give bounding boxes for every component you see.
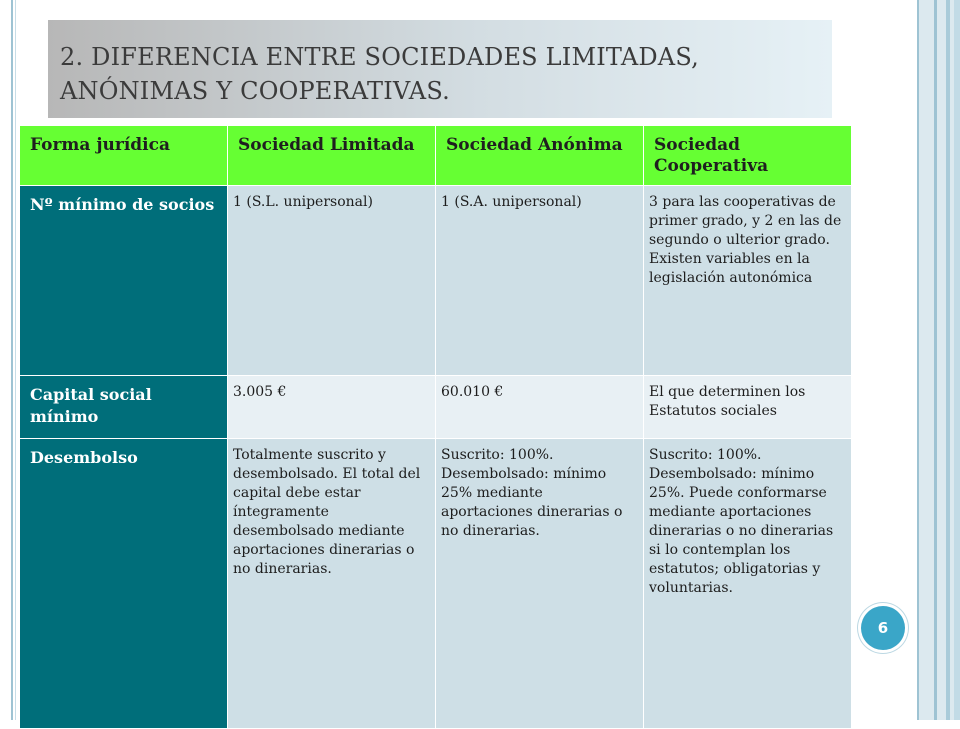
row-label-desembolso: Desembolso [20, 439, 228, 729]
row-label-capital-social: Capital social mínimo [20, 376, 228, 439]
frame-line-right-4 [954, 0, 960, 720]
header-forma-juridica: Forma jurídica [20, 126, 228, 186]
frame-line-right-3 [946, 0, 950, 720]
table-row [20, 439, 852, 729]
row-label-minimo-socios: Nº mínimo de socios [20, 186, 228, 376]
frame-line-right-1 [917, 0, 919, 720]
frame-line-left-inner [15, 0, 16, 720]
table-cell: Suscrito: 100%. Desembolsado: mínimo 25%. Puede conformarse mediante aportaciones dinerarias o no dinerarias si lo contemplan los estatutos; obligatorias y voluntarias. [644, 439, 852, 729]
frame-line-right-2 [934, 0, 937, 720]
comparison-table [19, 125, 852, 729]
header-sociedad-cooperativa: Sociedad Cooperativa [644, 126, 852, 186]
table-cell: Totalmente suscrito y desembolsado. El total del capital debe estar íntegramente desembolsado mediante aportaciones dinerarias o no dinerarias. [228, 439, 436, 729]
table-cell: 60.010 € [436, 376, 644, 439]
header-sociedad-limitada: Sociedad Limitada [228, 126, 436, 186]
table-cell: 1 (S.L. unipersonal) [228, 186, 436, 376]
table-cell: 3 para las cooperativas de primer grado, y 2 en las de segundo o ulterior grado. Existen variables en la legislación autonómica [644, 186, 852, 376]
table-row [20, 186, 852, 376]
slide-title: 2. DIFERENCIA ENTRE SOCIEDADES LIMITADAS, ANÓNIMAS Y COOPERATIVAS. [60, 43, 699, 105]
page-number-badge: 6 [861, 606, 905, 650]
table-cell: 3.005 € [228, 376, 436, 439]
table-cell: El que determinen los Estatutos sociales [644, 376, 852, 439]
frame-line-left [11, 0, 13, 720]
table-header-row [20, 126, 852, 186]
title-box [48, 20, 832, 118]
table-cell: Suscrito: 100%. Desembolsado: mínimo 25% mediante aportaciones dinerarias o no dinerarias. [436, 439, 644, 729]
table-row [20, 376, 852, 439]
header-sociedad-anonima: Sociedad Anónima [436, 126, 644, 186]
table-cell: 1 (S.A. unipersonal) [436, 186, 644, 376]
